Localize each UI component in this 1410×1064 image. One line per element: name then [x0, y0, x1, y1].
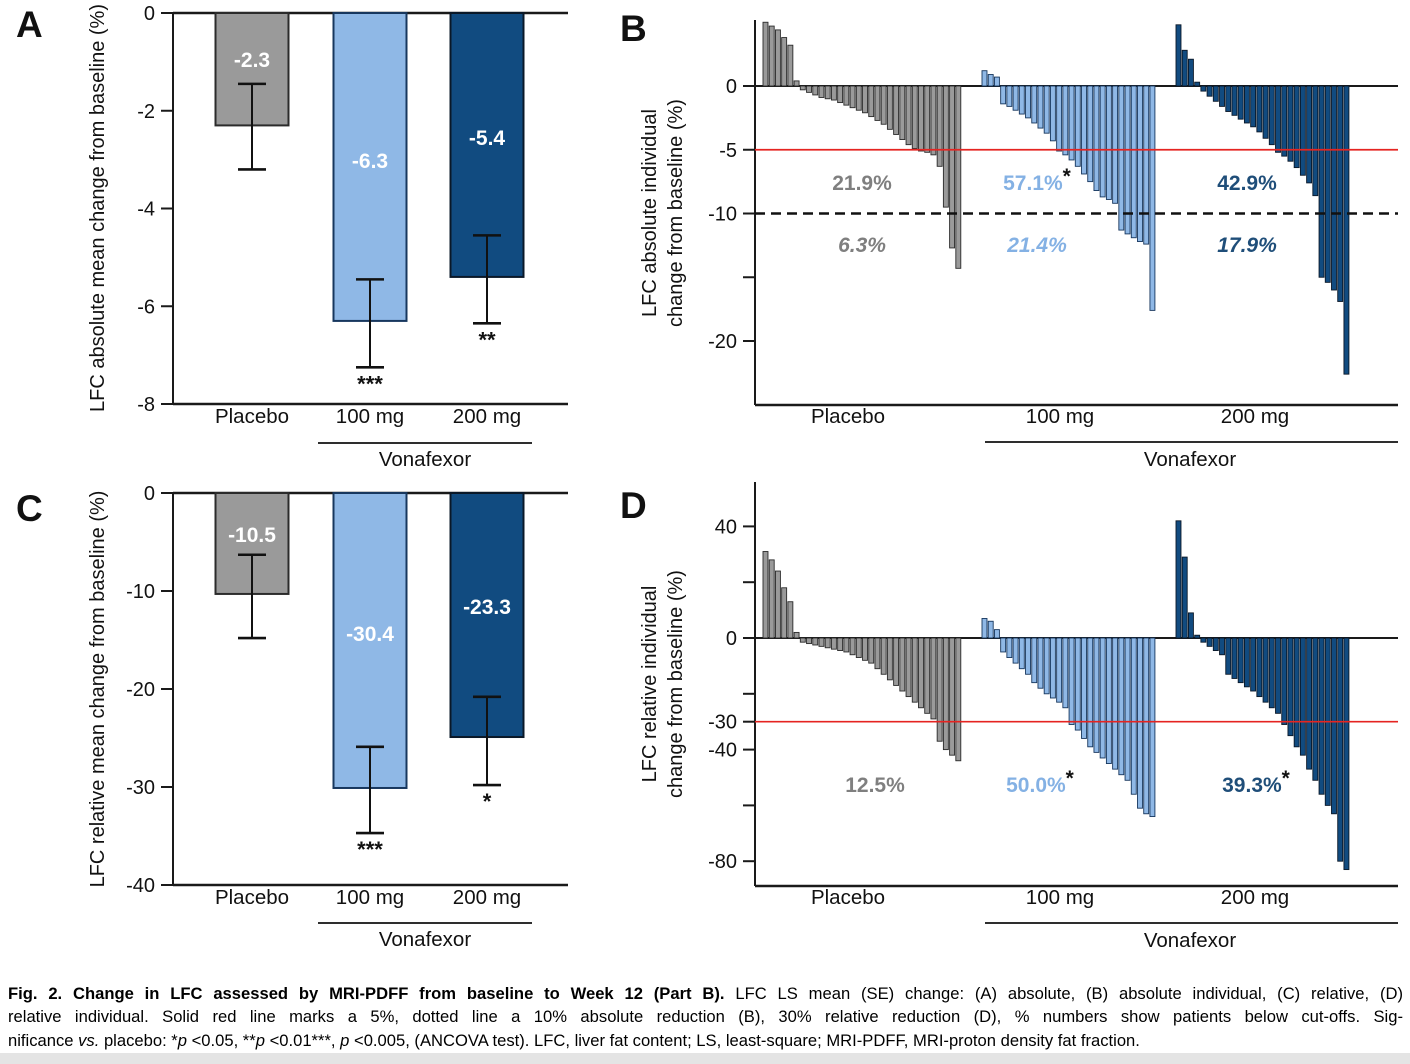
- y-tick-label: -5: [719, 139, 737, 162]
- waterfall-bar: [819, 638, 824, 646]
- waterfall-bar: [887, 86, 892, 129]
- caption-text: <0.01***,: [264, 1030, 341, 1050]
- waterfall-bar: [1188, 613, 1193, 638]
- waterfall-bar: [1100, 86, 1105, 197]
- waterfall-bar: [950, 86, 955, 248]
- waterfall-bar: [1201, 86, 1206, 91]
- waterfall-bar: [994, 630, 999, 638]
- caption-text: nificance: [8, 1030, 79, 1050]
- page-footer-band: [0, 1053, 1410, 1064]
- waterfall-bar: [1119, 638, 1124, 775]
- waterfall-bar: [1044, 638, 1049, 694]
- waterfall-bar: [956, 638, 961, 761]
- caption-line: [8, 1005, 1403, 1028]
- caption-line: [8, 982, 1403, 1005]
- waterfall-bar: [838, 86, 843, 103]
- waterfall-bar: [937, 638, 942, 741]
- waterfall-bar: [943, 86, 948, 207]
- caption-text: <0.05, **: [186, 1030, 256, 1050]
- waterfall-bar: [1001, 638, 1006, 652]
- waterfall-bar: [906, 638, 911, 697]
- waterfall-bar: [1038, 86, 1043, 128]
- y-tick-label: -40: [126, 875, 155, 897]
- waterfall-bar: [863, 86, 868, 113]
- waterfall-bar: [1131, 86, 1136, 238]
- y-tick-label: -10: [126, 581, 155, 603]
- waterfall-bar: [800, 638, 805, 642]
- waterfall-bar: [1131, 638, 1136, 794]
- waterfall-bar: [1207, 86, 1212, 96]
- waterfall-bar: [1182, 50, 1187, 86]
- waterfall-bar: [1294, 638, 1299, 747]
- waterfall-bar: [1032, 638, 1037, 683]
- waterfall-bar: [1332, 638, 1337, 814]
- waterfall-bar: [1307, 86, 1312, 183]
- waterfall-bar: [825, 86, 830, 99]
- waterfall-bar: [763, 552, 768, 638]
- sig-stars: **: [478, 327, 496, 353]
- waterfall-bar: [1050, 86, 1055, 141]
- waterfall-bar: [838, 638, 843, 651]
- waterfall-bar: [1213, 638, 1218, 651]
- panel-b: [639, 20, 1398, 471]
- waterfall-bar: [1026, 638, 1031, 674]
- waterfall-bar: [881, 86, 886, 124]
- category-label: 100 mg: [1025, 405, 1095, 428]
- category-label: 100 mg: [335, 886, 405, 909]
- waterfall-group-Placebo: [763, 22, 961, 268]
- y-tick-label: -20: [126, 679, 155, 701]
- waterfall-bar: [1201, 638, 1206, 642]
- waterfall-bar: [943, 638, 948, 750]
- waterfall-bar: [788, 602, 793, 638]
- waterfall-bar: [807, 86, 812, 92]
- waterfall-bar: [1325, 86, 1330, 282]
- waterfall-bar: [1195, 635, 1200, 638]
- waterfall-bar: [1138, 638, 1143, 808]
- y-tick-label: 0: [725, 628, 737, 650]
- waterfall-bar: [1263, 638, 1268, 702]
- pct-below-cutoff-label: 42.9%: [1217, 172, 1277, 195]
- waterfall-bar: [906, 86, 911, 145]
- waterfall-bar: [1244, 638, 1249, 687]
- caption-bold-text: Fig. 2. Change in LFC assessed by MRI-PDFF from baseline to Week 12 (Part B).: [8, 984, 725, 1003]
- panel-d: [639, 482, 1398, 952]
- waterfall-bar: [937, 86, 942, 166]
- waterfall-bar: [831, 86, 836, 100]
- waterfall-bar: [1344, 638, 1349, 870]
- waterfall-bar: [900, 638, 905, 691]
- waterfall-group-Placebo: [763, 552, 961, 761]
- y-tick-label: -80: [708, 851, 737, 874]
- waterfall-bar: [850, 86, 855, 108]
- y-tick-label: 0: [725, 76, 737, 98]
- waterfall-bar: [1257, 638, 1262, 697]
- waterfall-bar: [1182, 557, 1187, 638]
- waterfall-bar: [1232, 638, 1237, 678]
- waterfall-bar: [769, 560, 774, 638]
- waterfall-bar: [1125, 86, 1130, 234]
- waterfall-bar: [894, 86, 899, 134]
- y-tick-label: -6: [137, 296, 155, 319]
- waterfall-bar: [1150, 638, 1155, 817]
- waterfall-bar: [1019, 86, 1024, 114]
- waterfall-bar: [1013, 86, 1018, 110]
- waterfall-bar: [782, 588, 787, 638]
- waterfall-bar: [1263, 86, 1268, 138]
- pct-below-cutoff-label: 39.3%*: [1222, 767, 1290, 797]
- waterfall-bar: [763, 22, 768, 86]
- waterfall-bar: [875, 86, 880, 120]
- waterfall-bar: [1220, 638, 1225, 655]
- panel-a: [87, 3, 568, 471]
- waterfall-bar: [1150, 86, 1155, 310]
- category-label: Placebo: [214, 405, 290, 428]
- waterfall-bar: [856, 86, 861, 110]
- waterfall-bar: [825, 638, 830, 648]
- waterfall-bar: [1244, 86, 1249, 123]
- waterfall-bar: [1176, 521, 1181, 638]
- waterfall-bar: [782, 38, 787, 86]
- waterfall-bar: [1088, 638, 1093, 747]
- waterfall-bar: [863, 638, 868, 660]
- waterfall-bar: [956, 86, 961, 268]
- y-axis-title: change from baseline (%): [665, 570, 687, 798]
- waterfall-bar: [994, 77, 999, 86]
- waterfall-bar: [1344, 86, 1349, 374]
- waterfall-group-200mg: [1176, 521, 1349, 870]
- waterfall-bar: [1176, 25, 1181, 86]
- waterfall-bar: [1251, 86, 1256, 127]
- waterfall-bar: [1226, 638, 1231, 674]
- waterfall-bar: [1188, 59, 1193, 86]
- caption-italic-text: p: [340, 1030, 350, 1050]
- waterfall-bar: [1300, 638, 1305, 755]
- panel-letter-d: D: [620, 485, 647, 526]
- waterfall-bar: [1057, 86, 1062, 151]
- waterfall-bar: [1032, 86, 1037, 123]
- waterfall-bar: [1057, 638, 1062, 702]
- waterfall-bar: [1106, 86, 1111, 199]
- waterfall-bar: [775, 571, 780, 638]
- sig-stars: ***: [357, 371, 383, 397]
- waterfall-bar: [1007, 86, 1012, 106]
- waterfall-bar: [1257, 86, 1262, 132]
- waterfall-bar: [919, 86, 924, 151]
- figure-caption: [8, 982, 1403, 1052]
- value-label: -10.5: [228, 524, 276, 547]
- waterfall-bar: [1313, 86, 1318, 196]
- y-axis-title: LFC relative individual: [639, 585, 661, 783]
- waterfall-bar: [1319, 638, 1324, 794]
- waterfall-bar: [819, 86, 824, 97]
- waterfall-bar: [769, 26, 774, 86]
- vonafexor-label: Vonafexor: [378, 448, 472, 471]
- panel-letter-b: B: [620, 8, 647, 49]
- waterfall-bar: [1307, 638, 1312, 769]
- waterfall-bar: [1063, 638, 1068, 708]
- waterfall-bar: [875, 638, 880, 669]
- caption-text: <0.005, (ANCOVA test). LFC, liver fat content; LS, least-square; MRI-PDFF, MRI-proton density fat fraction.: [349, 1030, 1140, 1050]
- waterfall-bar: [1338, 86, 1343, 301]
- waterfall-bar: [1144, 86, 1149, 244]
- waterfall-bar: [1125, 638, 1130, 780]
- waterfall-bar: [1113, 86, 1118, 203]
- sig-stars: *: [482, 789, 492, 815]
- waterfall-bar: [1082, 86, 1087, 174]
- y-tick-label: -2: [137, 100, 155, 123]
- waterfall-bar: [844, 86, 849, 105]
- panel-c: [87, 483, 568, 951]
- waterfall-bar: [1069, 86, 1074, 160]
- value-label: -5.4: [468, 127, 506, 150]
- waterfall-bar: [1195, 82, 1200, 86]
- waterfall-bar: [1269, 86, 1274, 145]
- waterfall-bar: [925, 638, 930, 713]
- waterfall-bar: [807, 638, 812, 644]
- vonafexor-label: Vonafexor: [1143, 448, 1237, 471]
- category-label: 200 mg: [1220, 405, 1290, 428]
- waterfall-bar: [1276, 638, 1281, 713]
- waterfall-bar: [1232, 86, 1237, 115]
- pct-below-cutoff-label: 12.5%: [845, 774, 905, 797]
- waterfall-bar: [1044, 86, 1049, 133]
- y-tick-label: 40: [714, 516, 737, 539]
- caption-text: relative individual. Solid red line marks a 5%, dotted line a 10% absolute reduction (B), 30% relative reduction (D), % numbers show patients below cut-offs. Sig-: [8, 1007, 1403, 1027]
- waterfall-bar: [925, 86, 930, 152]
- category-label: 200 mg: [452, 405, 522, 428]
- caption-text: placebo: *: [99, 1030, 178, 1050]
- waterfall-bar: [1001, 86, 1006, 104]
- waterfall-bar: [831, 638, 836, 649]
- waterfall-bar: [1106, 638, 1111, 764]
- waterfall-bar: [794, 632, 799, 638]
- waterfall-bar: [1088, 86, 1093, 182]
- caption-italic-text: vs.: [78, 1030, 100, 1050]
- waterfall-bar: [919, 638, 924, 708]
- waterfall-bar: [1007, 638, 1012, 658]
- waterfall-bar: [869, 86, 874, 117]
- waterfall-bar: [982, 618, 987, 638]
- waterfall-bar: [1251, 638, 1256, 691]
- waterfall-bar: [988, 621, 993, 638]
- caption-text: LFC LS mean (SE) change: (A) absolute, (B) absolute individual, (C) relative, (D): [724, 984, 1403, 1003]
- waterfall-bar: [788, 45, 793, 86]
- y-tick-label: -40: [708, 739, 737, 762]
- waterfall-bar: [1038, 638, 1043, 688]
- waterfall-bar: [982, 71, 987, 86]
- waterfall-bar: [775, 30, 780, 86]
- caption-italic-text: p: [255, 1030, 265, 1050]
- waterfall-group-200mg: [1176, 25, 1349, 374]
- waterfall-bar: [1338, 638, 1343, 861]
- waterfall-bar: [887, 638, 892, 680]
- pct-below-cutoff-label: 6.3%: [838, 234, 886, 257]
- pct-below-cutoff-label: 57.1%*: [1003, 165, 1071, 195]
- waterfall-bar: [813, 638, 818, 645]
- waterfall-bar: [1269, 638, 1274, 708]
- vonafexor-label: Vonafexor: [1143, 929, 1237, 952]
- y-axis-title: LFC relative mean change from baseline (%): [87, 490, 109, 888]
- waterfall-bar: [1238, 638, 1243, 683]
- category-label: Placebo: [214, 886, 290, 909]
- waterfall-bar: [1207, 638, 1212, 646]
- waterfall-bar: [1220, 86, 1225, 106]
- y-tick-label: -20: [708, 331, 737, 353]
- waterfall-bar: [912, 86, 917, 148]
- waterfall-bar: [1013, 638, 1018, 663]
- waterfall-bar: [1075, 638, 1080, 730]
- panel-letter-a: A: [16, 4, 43, 45]
- waterfall-bar: [813, 86, 818, 95]
- waterfall-bar: [1019, 638, 1024, 669]
- sig-stars: ***: [357, 837, 383, 863]
- waterfall-bar: [794, 81, 799, 86]
- waterfall-bar: [1094, 86, 1099, 191]
- waterfall-bar: [931, 86, 936, 155]
- pct-below-cutoff-label: 50.0%*: [1006, 767, 1074, 797]
- waterfall-bar: [850, 638, 855, 655]
- panel-letter-c: C: [16, 488, 43, 529]
- y-tick-label: -10: [708, 203, 737, 226]
- vonafexor-label: Vonafexor: [378, 928, 472, 951]
- waterfall-bar: [1282, 638, 1287, 724]
- waterfall-bar: [1294, 86, 1299, 168]
- waterfall-bar: [800, 86, 805, 90]
- waterfall-bar: [1100, 638, 1105, 758]
- waterfall-bar: [1138, 86, 1143, 242]
- waterfall-bar: [931, 638, 936, 719]
- waterfall-bar: [1300, 86, 1305, 175]
- waterfall-bar: [856, 638, 861, 658]
- waterfall-bar: [1063, 86, 1068, 155]
- y-tick-label: -4: [137, 198, 155, 221]
- waterfall-bar: [881, 638, 886, 674]
- waterfall-bar: [912, 638, 917, 702]
- y-tick-label: 0: [143, 483, 155, 505]
- category-label: 200 mg: [1220, 886, 1290, 909]
- y-axis-title: LFC absolute mean change from baseline (%): [87, 4, 109, 412]
- caption-line: [8, 1029, 1403, 1052]
- y-tick-label: 0: [143, 3, 155, 25]
- waterfall-bar: [1094, 638, 1099, 752]
- waterfall-bar: [1026, 86, 1031, 118]
- waterfall-bar: [1276, 86, 1281, 152]
- category-label: 200 mg: [452, 886, 522, 909]
- value-label: -2.3: [233, 49, 271, 72]
- waterfall-bar: [1069, 638, 1074, 724]
- waterfall-bar: [1082, 638, 1087, 738]
- waterfall-bar: [844, 638, 849, 652]
- y-tick-label: -30: [708, 711, 737, 734]
- y-axis-title: change from baseline (%): [665, 99, 687, 327]
- waterfall-bar: [1050, 638, 1055, 698]
- y-tick-label: -8: [137, 394, 155, 416]
- category-label: Placebo: [810, 886, 886, 909]
- category-label: 100 mg: [1025, 886, 1095, 909]
- waterfall-bar: [869, 638, 874, 663]
- waterfall-bar: [1075, 86, 1080, 166]
- waterfall-bar: [1119, 86, 1124, 230]
- waterfall-bar: [950, 638, 955, 755]
- waterfall-bar: [988, 75, 993, 86]
- value-label: -6.3: [351, 150, 389, 173]
- y-tick-label: -30: [126, 777, 155, 799]
- waterfall-bar: [1238, 86, 1243, 119]
- waterfall-bar: [1213, 86, 1218, 101]
- waterfall-bar: [1319, 86, 1324, 277]
- waterfall-bar: [1226, 86, 1231, 112]
- pct-below-cutoff-label: 21.9%: [832, 172, 892, 195]
- waterfall-bar: [1332, 86, 1337, 290]
- waterfall-bar: [1144, 638, 1149, 814]
- waterfall-bar: [1282, 86, 1287, 156]
- waterfall-bar: [894, 638, 899, 685]
- waterfall-bar: [900, 86, 905, 140]
- pct-below-cutoff-label: 17.9%: [1217, 234, 1277, 257]
- category-label: 100 mg: [335, 405, 405, 428]
- value-label: -23.3: [463, 596, 511, 619]
- waterfall-bar: [1113, 638, 1118, 769]
- caption-italic-text: p: [177, 1030, 187, 1050]
- category-label: Placebo: [810, 405, 886, 428]
- value-label: -30.4: [346, 623, 394, 646]
- y-axis-title: LFC absolute individual: [639, 109, 661, 317]
- pct-below-cutoff-label: 21.4%: [1007, 234, 1067, 257]
- waterfall-bar: [1313, 638, 1318, 780]
